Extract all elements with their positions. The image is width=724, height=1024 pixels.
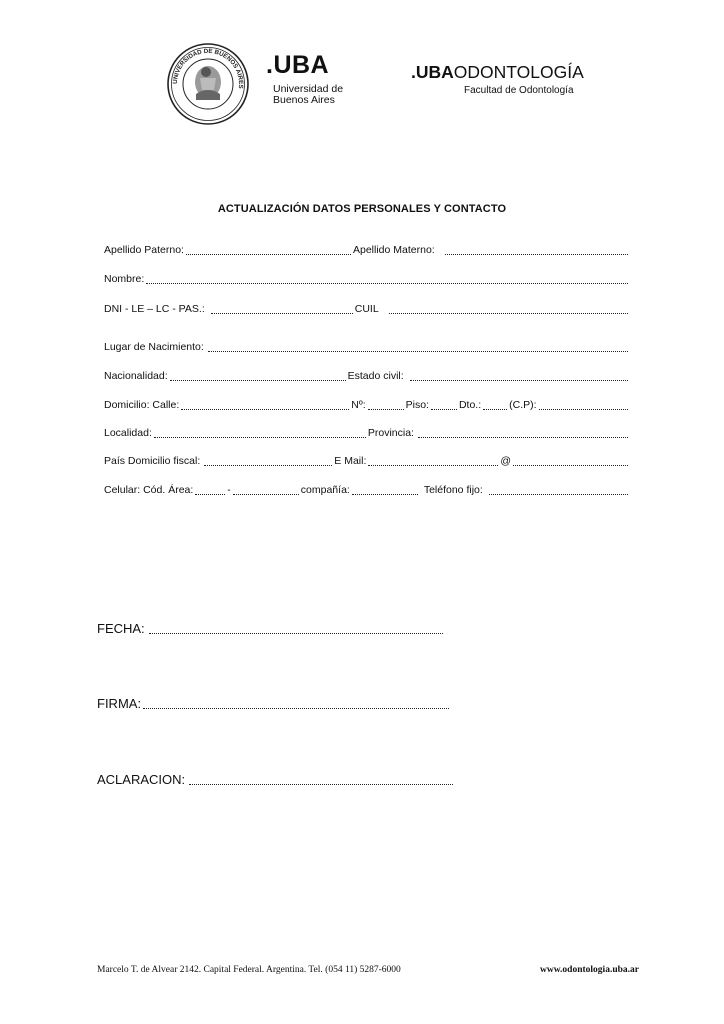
piso-field[interactable] — [431, 399, 457, 410]
domicilio-calle-label: Domicilio: Calle: — [104, 399, 180, 411]
compania-label: compañía: — [300, 484, 350, 496]
row-aclaracion — [97, 772, 455, 788]
cp-label: (C.P): — [509, 399, 537, 411]
celular-area-field[interactable] — [195, 484, 225, 495]
apellido-materno-label: Apellido Materno: — [352, 244, 435, 256]
row-dni-cuil — [104, 303, 630, 316]
lugar-nacimiento-field[interactable] — [208, 341, 628, 352]
odontologia-logo-bold: .UBA — [411, 62, 454, 82]
dto-label: Dto.: — [458, 399, 482, 411]
row-nacionalidad — [104, 370, 630, 383]
footer-address: Marcelo T. de Alvear 2142. Capital Federal. Argentina. Tel. (054 11) 5287-6000 — [97, 965, 401, 975]
firma-label: FIRMA: — [97, 696, 142, 711]
uba-logo-mark: .UBA — [266, 51, 330, 79]
row-pais-email — [104, 455, 630, 468]
numero-label: Nº: — [351, 399, 366, 411]
aclaracion-field[interactable] — [189, 772, 453, 785]
row-apellidos — [104, 244, 630, 257]
domicilio-calle-field[interactable] — [181, 399, 349, 410]
telefono-fijo-field[interactable] — [489, 484, 628, 495]
localidad-field[interactable] — [154, 427, 366, 438]
email-label: E Mail: — [334, 455, 367, 467]
uba-logo-subtitle — [273, 84, 373, 106]
provincia-field[interactable] — [418, 427, 628, 438]
celular-label: Celular: Cód. Área: — [104, 484, 194, 496]
celular-dash: - — [227, 484, 231, 496]
email-user-field[interactable] — [368, 455, 498, 466]
apellido-paterno-label: Apellido Paterno: — [104, 244, 184, 256]
telefono-fijo-label: Teléfono fijo: — [423, 484, 483, 496]
nombre-label: Nombre: — [104, 273, 145, 285]
cp-field[interactable] — [539, 399, 628, 410]
row-localidad — [104, 427, 630, 440]
provincia-label: Provincia: — [367, 427, 414, 439]
email-domain-field[interactable] — [513, 455, 628, 466]
fecha-field[interactable] — [149, 621, 443, 634]
uba-subtitle-line-1: Universidad de — [273, 83, 344, 95]
uba-subtitle-line-2: Buenos Aires — [273, 94, 335, 106]
row-telefonos — [104, 484, 630, 497]
pais-domicilio-field[interactable] — [204, 455, 332, 466]
piso-label: Piso: — [405, 399, 429, 411]
nacionalidad-label: Nacionalidad: — [104, 370, 168, 382]
odontologia-logo-rest: ODONTOLOGÍA — [453, 62, 584, 82]
pais-domicilio-label: País Domicilio fiscal: — [104, 455, 201, 467]
row-nombre — [104, 273, 630, 286]
row-fecha — [97, 621, 445, 637]
seal-text: UNIVERSIDAD DE BUENOS AIRES — [171, 47, 245, 89]
form-title: ACTUALIZACIÓN DATOS PERSONALES Y CONTACTO — [217, 203, 507, 215]
cuil-field[interactable] — [389, 303, 628, 314]
apellido-materno-field[interactable] — [445, 244, 628, 255]
nombre-field[interactable] — [146, 273, 628, 284]
estado-civil-field[interactable] — [410, 370, 628, 381]
uba-odontologia-logo — [411, 64, 584, 82]
odontologia-logo-subtitle: Facultad de Odontología — [464, 85, 574, 96]
estado-civil-label: Estado civil: — [347, 370, 404, 382]
fecha-label: FECHA: — [97, 621, 145, 636]
email-at-symbol: @ — [500, 455, 512, 467]
lugar-nacimiento-label: Lugar de Nacimiento: — [104, 341, 204, 353]
nacionalidad-field[interactable] — [170, 370, 346, 381]
row-firma — [97, 696, 451, 712]
row-domicilio — [104, 399, 630, 412]
compania-field[interactable] — [352, 484, 418, 495]
celular-numero-field[interactable] — [233, 484, 299, 495]
firma-field[interactable] — [143, 696, 449, 709]
dni-label: DNI - LE – LC - PAS.: — [104, 303, 205, 315]
university-seal-logo — [166, 42, 250, 126]
localidad-label: Localidad: — [104, 427, 152, 439]
apellido-paterno-field[interactable] — [186, 244, 351, 255]
cuil-label: CUIL — [354, 303, 379, 315]
aclaracion-label: ACLARACION: — [97, 772, 186, 787]
footer-website[interactable]: www.odontologia.uba.ar — [540, 965, 639, 975]
dni-field[interactable] — [211, 303, 353, 314]
dto-field[interactable] — [483, 399, 507, 410]
row-lugar-nacimiento — [104, 341, 630, 354]
numero-field[interactable] — [368, 399, 404, 410]
